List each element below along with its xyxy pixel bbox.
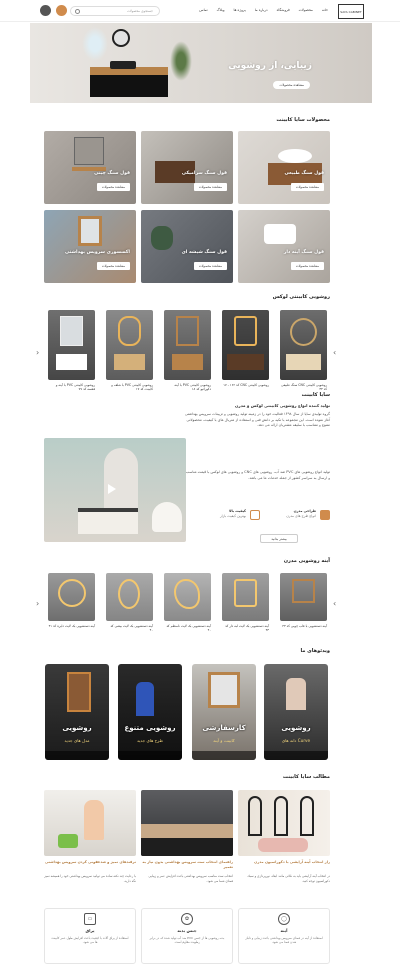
about-subtitle: تولید کننده انواع روشویی کابینتی لوکس و مدرن [235, 403, 330, 408]
video-card[interactable] [118, 664, 182, 760]
arch-niche-image [104, 448, 138, 508]
hero-mirror-image [112, 29, 130, 47]
mirror-shape [290, 318, 317, 346]
nav-item-shop[interactable]: فروشگاه [276, 8, 290, 12]
hero-banner [30, 23, 372, 103]
feature-quality [220, 509, 246, 518]
product-card[interactable] [238, 210, 330, 283]
video-card[interactable] [264, 664, 328, 760]
about-paragraph: گروه تولیدی سایا از سال ۱۳۹۸ فعالیت خود را در زمینه تولید روشویی و تزیینات سرویس بهداشتی آغاز نموده است. این مجموعه با تکیه بر دانش فنی و استفاده از متریال های با کیفیت، محصولاتی متنوع و متناسب با سلیقه مشتریان ارائه می دهد. [184, 412, 330, 427]
feature-box-desc: استفاده از یراق آلات با کیفیت باعث افزایش طول عمر کابینت ها می شود. [51, 936, 129, 945]
cabinet-image [67, 672, 91, 712]
view-products-button[interactable]: مشاهده محصولات [194, 183, 227, 191]
card-label: قول سنگ آینه دار [283, 250, 324, 255]
hero-basin-image [110, 61, 136, 69]
mirror-image [208, 672, 240, 708]
product-name[interactable]: آینه دستشویی بک لایت بیضی کد ۴۰ [110, 624, 153, 633]
feature-design [286, 509, 316, 518]
mirror-item[interactable] [106, 573, 153, 632]
video-controls[interactable] [45, 751, 109, 760]
basin-image [278, 149, 312, 163]
video-subtitle: طرح های جدید [137, 738, 163, 743]
presenter-image [136, 682, 154, 716]
water-splash-image [82, 27, 108, 61]
blog-section-title: مطالب سایا کابینت [282, 774, 330, 780]
mirror-image [280, 573, 327, 621]
nav-item-blog[interactable]: وبلاگ [216, 8, 225, 12]
blog-post-title[interactable]: ترفندهای تمیز و ضدعفونی کردن سرویس بهداشتی [45, 860, 136, 864]
lux-section-title: روشویی کابینتی لوکس [272, 294, 330, 300]
products-section-title: محصولات سایا کابینت [276, 117, 330, 123]
logo[interactable]: SAYA CABINET [338, 4, 364, 19]
product-name[interactable]: روشویی کابینتی CNC کد ۱۶۲ - ۱۷ [223, 383, 269, 387]
mirror-image [106, 573, 153, 621]
site-header [0, 0, 400, 22]
chevron-left-icon[interactable]: ‹ [36, 348, 40, 357]
basin-image [264, 224, 296, 244]
about-video[interactable] [44, 438, 186, 542]
cabinet-image [141, 838, 233, 856]
quality-icon [250, 510, 260, 520]
blog-post-title[interactable]: راز انتخاب آینه آرایشی با دکوراسیون مدرن [254, 860, 330, 864]
bucket-image [58, 834, 78, 848]
feature-box-desc: استفاده از آینه در فضای سرویس بهداشتی باعث زیبایی و دلباز شدن فضا می شود. [245, 936, 323, 945]
mirror-shape [60, 316, 83, 346]
blog-image[interactable] [238, 790, 330, 856]
mirror-image [74, 137, 104, 165]
mirror-section-title: آینه روشویی مدرن [283, 558, 330, 564]
counter-image [141, 824, 233, 838]
video-subtitle: Curve دانه های [281, 738, 311, 743]
mirror-shape [292, 579, 315, 603]
product-name[interactable]: روشویی کابینتی PVC با آینه و قفسه کد ۷۷ [55, 383, 95, 392]
video-title: روشویی [281, 724, 311, 732]
mirror-shape [118, 579, 140, 609]
feature-box-title: یراق [85, 928, 95, 933]
video-subtitle: کابینت و آینه [213, 738, 235, 743]
mirror-shape [118, 316, 141, 346]
product-name[interactable]: آینه دستشویی با قاب چوبی کد ۴۳ [282, 624, 327, 628]
feature-desc: بهترین کیفیت بازار [220, 513, 246, 518]
nav-item-contact[interactable]: تماس [199, 8, 208, 12]
about-paragraph: تولید انواع روشویی های PVC ضد آب، روشویی های CNC و روشویی های لوکس با قیمت مناسب و ارسال به سراسر کشور از جمله خدمات ما می باشد. [185, 470, 330, 480]
search-icon[interactable] [75, 9, 80, 14]
blog-post-title[interactable]: راهنمای انتخاب ست سرویس بهداشتی بدون نیاز به تعمیر [142, 860, 233, 869]
product-image [164, 310, 211, 380]
product-name[interactable]: روشویی کابینتی PVC با آینه دکوراتیو کد ۱۸ [174, 383, 211, 392]
blog-post-excerpt: انتخاب ست مناسب سرویس بهداشتی باعث افزایش عمر و زیبایی فضای شما می شود. [148, 874, 233, 883]
hero-button[interactable]: مشاهده محصولات [273, 81, 310, 89]
video-controls[interactable] [118, 751, 182, 760]
search-placeholder: جستجوی محصولات [127, 9, 153, 13]
product-name[interactable]: آینه دستشویی بک لایت لبه دار کد ۴۳ [225, 624, 269, 633]
card-label: قول سنگ سرامیکی [181, 171, 227, 176]
nav-item-projects[interactable]: پروژه ها [233, 8, 246, 12]
blog-image[interactable] [141, 790, 233, 856]
search-input[interactable] [70, 6, 160, 16]
hero-title: زیبایی، از روشویی [228, 61, 312, 71]
blog-post-excerpt: با رعایت چند نکته ساده می توانید سرویس بهداشتی خود را همیشه تمیز نگه دارید. [44, 874, 136, 883]
play-icon[interactable] [108, 484, 116, 494]
mirror-image [222, 573, 269, 621]
view-products-button[interactable]: مشاهده محصولات [97, 262, 130, 270]
feature-box-body [141, 908, 233, 964]
mirror-shape [234, 579, 257, 607]
user-icon[interactable] [56, 5, 67, 16]
card-label: قول سنگ طبیعی [284, 171, 324, 176]
product-card[interactable] [44, 210, 136, 283]
video-controls[interactable] [264, 751, 328, 760]
nav-item-home[interactable]: خانه [321, 8, 328, 12]
product-item[interactable] [48, 310, 95, 391]
card-label: اکسسوری سرویس بهداشتی [64, 250, 130, 255]
salon-chair-image [258, 838, 308, 852]
mirror-shape [58, 579, 86, 607]
product-card[interactable] [141, 210, 233, 283]
blog-post-excerpt: در انتخاب آینه آرایشی باید به نکاتی مانند ابعاد، نورپردازی و سبک دکوراسیون توجه کنید. [247, 874, 330, 883]
chevron-left-icon[interactable]: ‹ [36, 599, 40, 608]
feature-box-title: آینه [280, 928, 288, 933]
product-name[interactable]: روشویی کابینتی PVC با شلف و کابینت کد ۱۷ [111, 383, 153, 392]
product-card[interactable] [141, 131, 233, 204]
mirror-item[interactable] [280, 573, 327, 628]
view-products-button[interactable]: مشاهده محصولات [291, 262, 324, 270]
product-item[interactable] [164, 310, 211, 391]
vanity-image [78, 508, 138, 534]
mirror-icon: ◯ [278, 913, 290, 925]
learn-more-button[interactable]: بیشتر بدانید [260, 534, 298, 543]
about-title: سایا کابینت [301, 392, 330, 398]
product-image [280, 310, 327, 380]
presenter-image [286, 678, 306, 710]
main-nav [199, 8, 328, 12]
arched-mirror-image [274, 796, 288, 836]
mirror-shape [174, 579, 200, 609]
hero-plant-image [170, 41, 192, 81]
product-item[interactable] [280, 310, 327, 391]
nav-item-about[interactable]: درباره ما [254, 8, 268, 12]
product-card[interactable] [44, 131, 136, 204]
bathtub-image [152, 502, 182, 532]
view-products-button[interactable]: مشاهده محصولات [194, 262, 227, 270]
chevron-right-icon[interactable]: › [333, 599, 337, 608]
feature-box-title: جنس بدنه [177, 928, 197, 933]
feature-box-mirror [238, 908, 330, 964]
blog-image[interactable] [44, 790, 136, 856]
cabinet-shape [286, 354, 321, 370]
feature-box-desc: بدنه روشویی ها از جنس PVC ضد آب تولید شده که در برابر رطوبت مقاوم است. [149, 936, 225, 945]
view-products-button[interactable]: مشاهده محصولات [97, 183, 130, 191]
cabinet-shape [227, 354, 264, 370]
videos-section-title: ویدئوهای ما [300, 648, 330, 654]
feature-desc: انواع طرح های مدرن [286, 513, 316, 518]
product-item[interactable] [106, 310, 153, 391]
design-icon [320, 510, 330, 520]
product-card[interactable] [238, 131, 330, 204]
quality-icon: ✿ [181, 913, 193, 925]
hero-cabinet-image [90, 67, 168, 97]
mirror-item[interactable] [222, 573, 269, 632]
cabinet-shape [114, 354, 145, 370]
nav-item-products[interactable]: محصولات [298, 8, 313, 12]
person-cleaning-image [84, 800, 104, 840]
product-image [106, 310, 153, 380]
cabinet-shape [172, 354, 203, 370]
arched-mirror-image [248, 796, 262, 836]
video-title: روشویی متنوع [124, 724, 176, 732]
feature-title: کیفیت بالا [228, 509, 246, 513]
feature-title: طراحی مدرن [293, 509, 316, 513]
product-name[interactable]: آینه دستشویی بک لایت دایره کد ۴۱ [48, 624, 95, 628]
video-title: روشویی [62, 724, 92, 732]
product-item[interactable] [222, 310, 269, 387]
product-name[interactable]: روشویی کابینتی CNC سنگ طبیعی کد ۳۳ [281, 383, 327, 392]
mirror-shape [176, 316, 199, 346]
mirror-item[interactable] [164, 573, 211, 632]
mirror-item[interactable] [48, 573, 95, 628]
drawer-icon: ▭ [84, 913, 96, 925]
video-title: کارسفارشی [202, 724, 246, 732]
mirror-shape [234, 316, 257, 346]
arched-mirror-image [300, 796, 314, 836]
mirror-image [164, 573, 211, 621]
mirror-image [48, 573, 95, 621]
cart-icon[interactable] [40, 5, 51, 16]
card-label: قول سنگ چینی [94, 171, 130, 176]
mirror-image [78, 216, 102, 246]
plant-image [151, 226, 173, 250]
chevron-right-icon[interactable]: › [333, 348, 337, 357]
product-name[interactable]: آینه دستشویی بک لایت نامنظم کد ۴۰ [166, 624, 211, 633]
video-card[interactable] [45, 664, 109, 760]
view-products-button[interactable]: مشاهده محصولات [291, 183, 324, 191]
cabinet-shape [56, 354, 87, 370]
video-controls[interactable] [192, 751, 256, 760]
video-subtitle: مدل های جدید [64, 738, 90, 743]
feature-box-hardware [44, 908, 136, 964]
product-image [48, 310, 95, 380]
card-label: قول سنگ شیشه ای [181, 250, 227, 255]
product-image [222, 310, 269, 380]
video-card[interactable] [192, 664, 256, 760]
